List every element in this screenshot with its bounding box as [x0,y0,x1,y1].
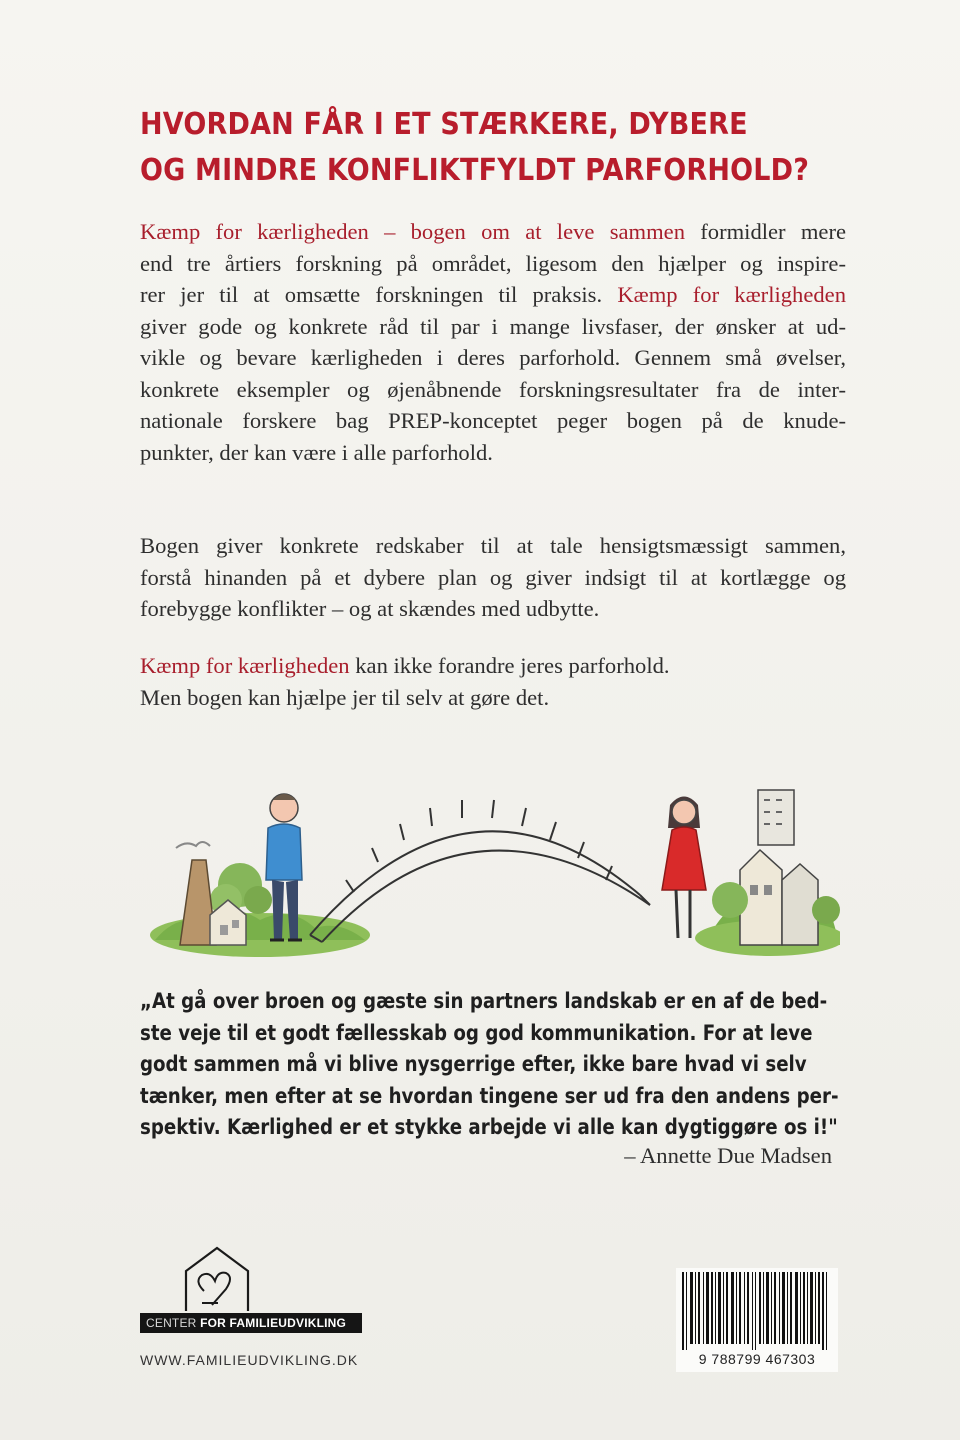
book-title-highlight: Kæmp for kærligheden [617,282,846,307]
paragraph-1-line-2: end tre årtiers forskning på området, ligesom den hjælper og inspire- [140,250,846,276]
description-paragraph-1 [140,216,846,468]
publisher-name-thin: CENTER [146,1316,201,1330]
right-landscape [695,790,840,956]
quote-line-2: ste veje til et godt fællesskab og god kommunikation. For at leve [140,1019,813,1045]
bridge-illustration [150,760,840,960]
paragraph-1-line-5: vikle og bevare kærligheden i deres parforhold. Gennem små øvelser, [140,345,846,370]
book-title-highlight: Kæmp for kærligheden [140,653,350,678]
isbn-barcode [676,1268,838,1372]
publisher-name-bold: FOR FAMILIEUDVIKLING [200,1316,347,1330]
paragraph-1-line-7: nationale forskere bag PREP-konceptet peger bogen på de knude- [140,408,846,433]
headline-line-1: HVORDAN FÅR I ET STÆRKERE, DYBERE [140,107,748,142]
isbn-number: 9 788799 467303 [698,1351,816,1367]
paragraph-3-line-2: Men bogen kan hjælpe jer til selv at gøre det. [140,684,550,710]
paragraph-1-line-6: konkrete eksempler og øjenåbnende forskningsresultater fra de inter- [140,376,846,402]
quote-author: – Annette Due Madsen [624,1143,832,1168]
paragraph-3-line-1 [140,650,846,682]
quote-line-3: godt sammen må vi blive nysgerrige efter, ikke bare hvad vi selv [140,1051,807,1077]
description-paragraph-3 [140,650,846,713]
paragraph-1-line-3-text: rer jer til at omsætte forskningen til praksis. [140,282,618,307]
quote-line-4: tænker, men efter at se hvordan tingene ser ud fra den andens per- [140,1082,839,1108]
barcode-icon [676,1272,838,1350]
headline [140,102,810,194]
quote-line-1: „At gå over broen og gæste sin partners landskab er en af de bed- [140,988,828,1013]
publisher-logo [140,1245,380,1365]
bridge [310,800,650,942]
left-landscape [150,842,370,957]
paragraph-1-line-1 [140,216,846,248]
paragraph-1-line-1-rest: formidler mere [685,219,846,244]
paragraph-2-line-2: forstå hinanden på et dybere plan og giver indsigt til at kortlægge og [140,564,846,590]
quote-line-5: spektiv. Kærlighed er et stykke arbejde vi alle kan dygtiggøre os i!" [140,1114,838,1140]
woman-figure [662,797,706,939]
house-heart-icon [182,1245,252,1313]
paragraph-1-line-3 [140,279,846,311]
description-paragraph-2 [140,530,846,625]
paragraph-2-line-1: Bogen giver konkrete redskaber til at tale hensigtsmæssigt sammen, [140,533,846,558]
author-quote [140,985,839,1143]
paragraph-1-line-4: giver gode og konkrete råd til par i mange livsfaser, der ønsker at ud- [140,313,846,339]
publisher-name-bar [140,1313,362,1333]
paragraph-1-line-8: punkter, der kan være i alle parforhold. [140,439,493,465]
paragraph-3-line-1-rest: kan ikke forandre jeres parforhold. [349,653,670,678]
book-title-highlight: Kæmp for kærligheden – bogen om at leve sammen [140,219,685,244]
headline-line-2: OG MINDRE KONFLIKTFYLDT PARFORHOLD? [140,153,810,188]
publisher-url: WWW.FAMILIEUDVIKLING.DK [140,1352,359,1368]
paragraph-2-line-3: forebygge konflikter – og at skændes med udbytte. [140,596,600,621]
